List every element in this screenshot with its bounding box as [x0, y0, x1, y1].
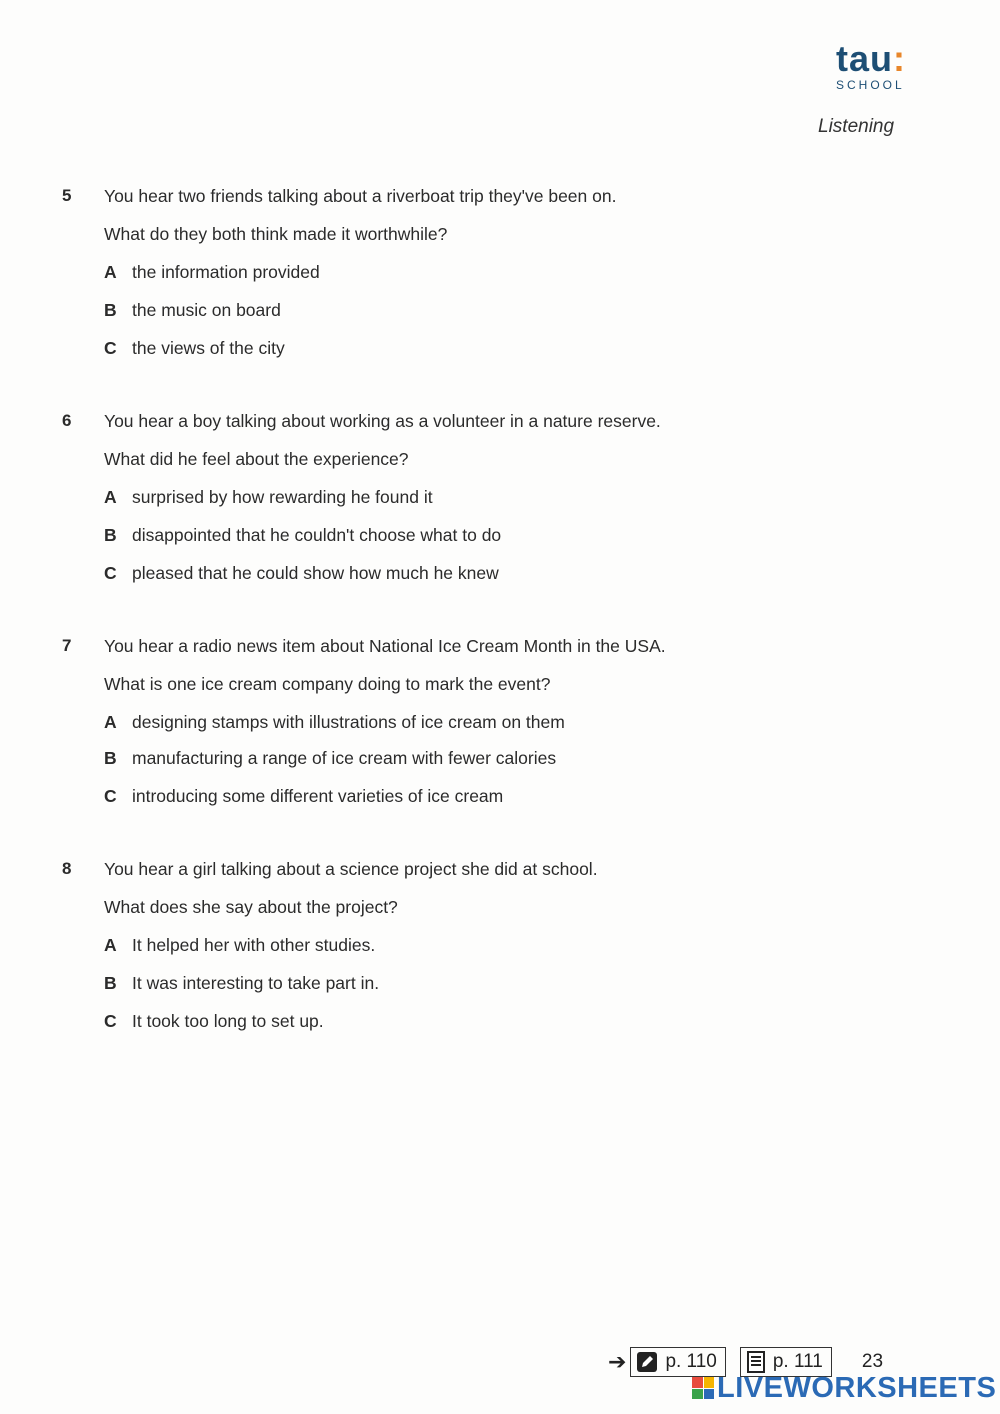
option-c[interactable]: C It took too long to set up.: [104, 1011, 324, 1031]
option-a[interactable]: A surprised by how rewarding he found it: [104, 487, 433, 507]
question-prompt: What is one ice cream company doing to mark the event?: [104, 674, 551, 694]
option-b[interactable]: B manufacturing a range of ice cream with fewer calories: [104, 748, 557, 768]
question-number: 8: [62, 859, 72, 878]
pencil-icon: [637, 1352, 657, 1372]
option-b[interactable]: B disappointed that he couldn't choose what to do: [104, 525, 502, 545]
question-prompt: What does she say about the project?: [104, 897, 398, 917]
watermark-text: LIVEWORKSHEETS: [717, 1372, 997, 1404]
question-number: 6: [62, 411, 72, 430]
question-number: 7: [62, 636, 72, 655]
option-a[interactable]: A designing stamps with illustrations of ice cream on them: [104, 712, 565, 732]
reference-label: p. 111: [772, 1351, 823, 1372]
option-b[interactable]: B It was interesting to take part in.: [104, 973, 380, 993]
option-c[interactable]: C introducing some different varieties of ice cream: [104, 786, 504, 806]
option-c[interactable]: C pleased that he could show how much he knew: [104, 563, 499, 583]
question-context: You hear a radio news item about National Ice Cream Month in the USA.: [104, 636, 666, 656]
liveworksheets-watermark: [692, 1372, 996, 1404]
question-prompt: What do they both think made it worthwhile?: [104, 224, 448, 244]
logo-word: tau: [836, 38, 893, 79]
option-b[interactable]: B the music on board: [104, 300, 281, 320]
question-number: 5: [62, 186, 72, 205]
arrow-right-icon: ➔: [608, 1349, 627, 1374]
option-a[interactable]: A It helped her with other studies.: [104, 935, 376, 955]
option-c[interactable]: C the views of the city: [104, 338, 285, 358]
option-a[interactable]: A the information provided: [104, 262, 320, 282]
tau-school-logo: [836, 40, 926, 92]
question-prompt: What did he feel about the experience?: [104, 449, 409, 469]
reference-label: p. 110: [665, 1351, 717, 1372]
liveworksheets-logo-icon: [692, 1377, 714, 1399]
question-context: You hear a girl talking about a science project she did at school.: [104, 859, 598, 879]
logo-subtitle: SCHOOL: [836, 78, 905, 92]
question-context: You hear a boy talking about working as a volunteer in a nature reserve.: [104, 411, 661, 431]
document-icon: [747, 1351, 765, 1373]
logo-colon: :: [893, 38, 906, 79]
question-context: You hear two friends talking about a riverboat trip they've been on.: [104, 186, 617, 206]
section-title: Listening: [818, 116, 895, 137]
page-number: 23: [861, 1351, 884, 1372]
